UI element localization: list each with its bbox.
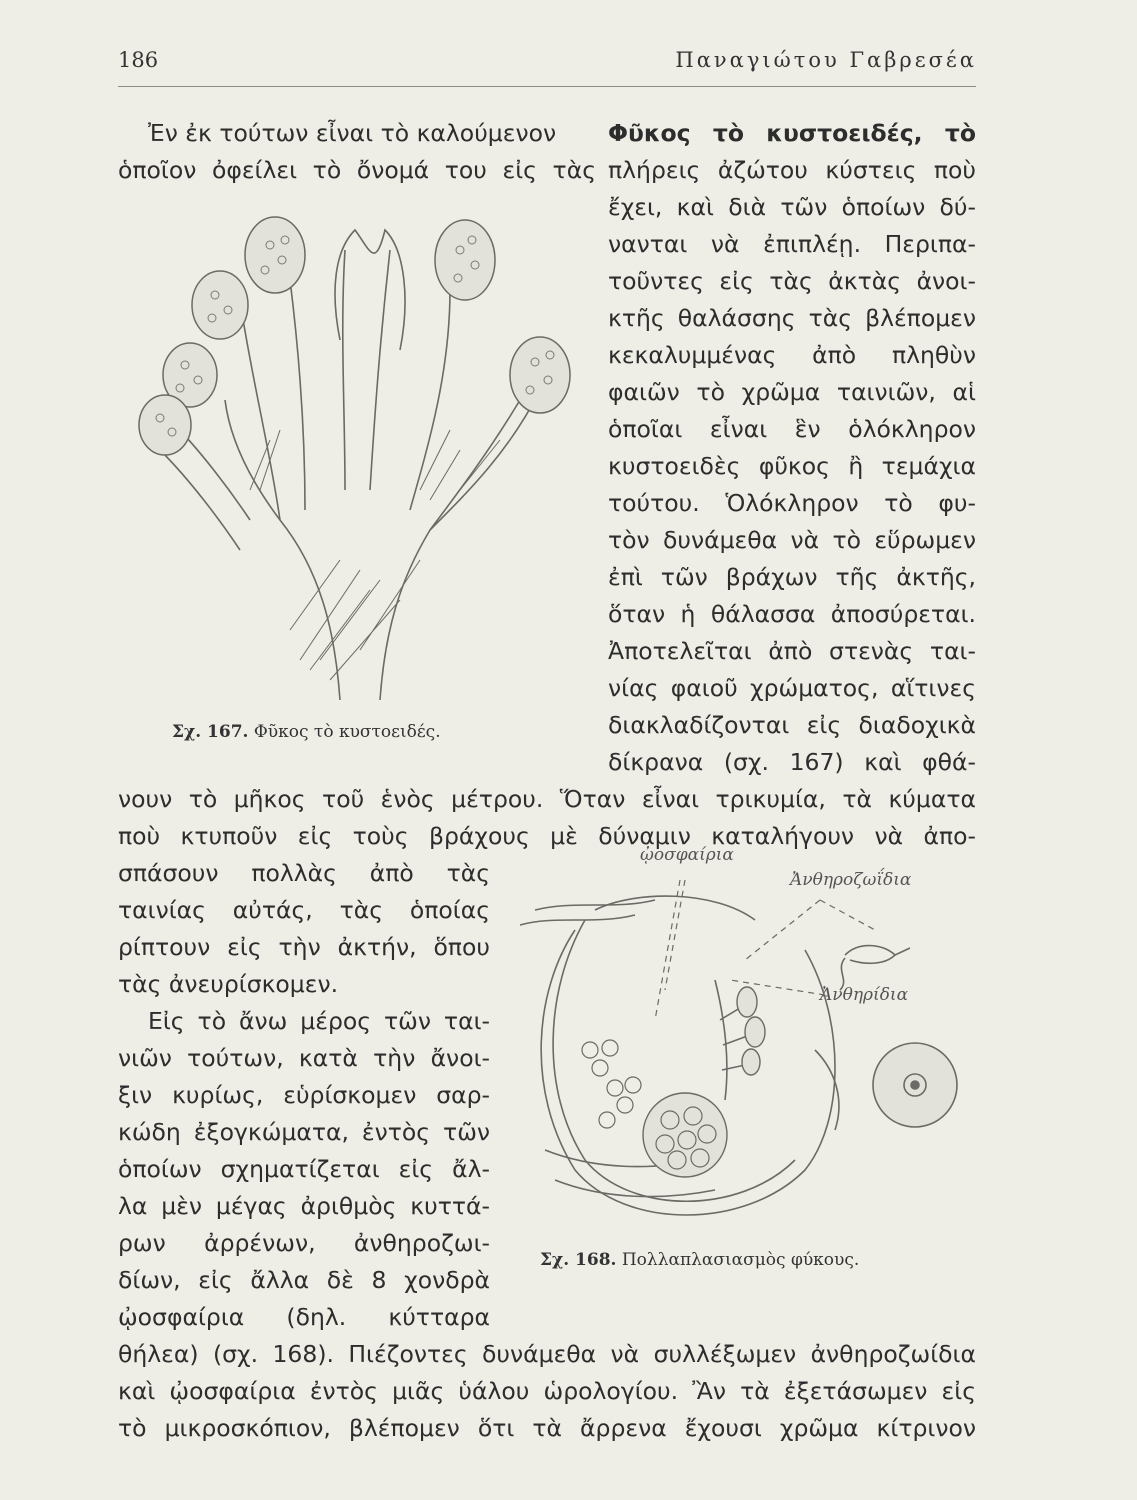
text-line: νιῶν τούτων, κατὰ τὴν ἄνοι-: [118, 1044, 490, 1072]
label-antherozoids: Ἀνθηροζωΐδια: [790, 870, 912, 890]
caption-text: Φῦκος τὸ κυστοειδές.: [253, 722, 441, 742]
text-line: ὁποῖον ὀφείλει τὸ ὄνομά του εἰς τὰς: [118, 156, 596, 184]
text-line: ὅταν ἡ θάλασσα ἀποσύρεται.: [608, 600, 976, 628]
text-line: ρίπτουν εἰς τὴν ἀκτήν, ὅπου: [118, 933, 490, 961]
text-line: ποὺ κτυποῦν εἰς τοὺς βράχους μὲ δύναμιν καταλήγουν νὰ ἀπο-: [118, 822, 976, 850]
text-line: ὁποῖαι εἶναι ἓν ὁλόκληρον: [608, 415, 976, 443]
text-line: νίας φαιοῦ χρώματος, αἵτινες: [608, 674, 976, 702]
text-line: τὰς ἀνευρίσκομεν.: [118, 970, 339, 998]
caption-text: Πολλαπλασιασμὸς φύκους.: [621, 1250, 860, 1270]
text-line: Ἐν ἐκ τούτων εἶναι τὸ καλούμενον: [148, 119, 557, 147]
text-line: διακλαδίζονται εἰς διαδοχικὰ: [608, 711, 976, 739]
text-line: νουν τὸ μῆκος τοῦ ἑνὸς μέτρου. Ὅταν εἶναι τρικυμία, τὰ κύματα: [118, 785, 976, 813]
label-antheridia: Ἀνθηρίδια: [820, 985, 909, 1005]
text-line: θήλεα) (σχ. 168). Πιέζοντες δυνάμεθα νὰ συλλέξωμεν ἀνθηροζωίδια: [118, 1340, 976, 1368]
text-line: τοῦντες εἰς τὰς ἀκτὰς ἀνοι-: [608, 267, 976, 295]
text-line: Εἰς τὸ ἄνω μέρος τῶν ται-: [148, 1007, 490, 1035]
label-oospheres: ᾠοσφαίρια: [640, 845, 734, 865]
text-line: νανται νὰ ἐπιπλέῃ. Περιπα-: [608, 230, 976, 258]
text-line: κυστοειδὲς φῦκος ἢ τεμάχια: [608, 452, 976, 480]
fucus-reproduction-illustration: [515, 870, 970, 1240]
text-line: δίκρανα (σχ. 167) καὶ φθά-: [608, 748, 976, 776]
species-name: Φῦκος τὸ κυστοειδές, τὸ: [608, 119, 976, 147]
text-line: Ἀποτελεῖται ἀπὸ στενὰς ται-: [608, 637, 976, 665]
text-line: ἐπὶ τῶν βράχων τῆς ἀκτῆς,: [608, 563, 976, 591]
text-line: φαιῶν τὸ χρῶμα ταινιῶν, αἱ: [608, 378, 976, 406]
text-line: σπάσουν πολλὰς ἀπὸ τὰς: [118, 859, 490, 887]
text-line: λα μὲν μέγας ἀριθμὸς κυττά-: [118, 1192, 490, 1220]
text-line: δίων, εἰς ἄλλα δὲ 8 χονδρὰ: [118, 1266, 490, 1294]
page-number: 186: [118, 48, 159, 72]
text-line: κτῆς θαλάσσης τὰς βλέπομεν: [608, 304, 976, 332]
text-line: πλήρεις ἀζώτου κύστεις ποὺ: [608, 156, 976, 184]
text-line: καὶ ᾠοσφαίρια ἐντὸς μιᾶς ὑάλου ὡρολογίου. Ἂν τὰ ἐξετάσωμεν εἰς: [118, 1377, 976, 1405]
figure-168-caption: [540, 1250, 859, 1270]
header-rule: [118, 86, 976, 87]
text-line: ὁποίων σχηματίζεται εἰς ἄλ-: [118, 1155, 490, 1183]
running-title: Παναγιώτου Γαβρεσέα: [675, 48, 977, 72]
text-line: τούτου. Ὁλόκληρον τὸ φυ-: [608, 489, 976, 517]
text-line: ᾠοσφαίρια (δηλ. κύτταρα: [118, 1303, 490, 1331]
caption-number: Σχ. 167.: [172, 722, 249, 742]
text-line: ταινίας αὐτάς, τὰς ὁποίας: [118, 896, 490, 924]
bladder-wrack-illustration: [130, 190, 590, 710]
text-line: τὸ μικροσκόπιον, βλέπομεν ὅτι τὰ ἄρρενα ἔχουσι χρῶμα κίτρινον: [118, 1414, 976, 1442]
figure-167-caption: [172, 722, 441, 742]
text-line: ξιν κυρίως, εὑρίσκομεν σαρ-: [118, 1081, 490, 1109]
text-line: ρων ἀρρένων, ἀνθηροζωι-: [118, 1229, 490, 1257]
text-line: κώδη ἐξογκώματα, ἐντὸς τῶν: [118, 1118, 490, 1146]
caption-number: Σχ. 168.: [540, 1250, 617, 1270]
text-line: κεκαλυμμένας ἀπὸ πληθὺν: [608, 341, 976, 369]
text-line: τὸν δυνάμεθα νὰ τὸ εὕρωμεν: [608, 526, 976, 554]
text-line: ἔχει, καὶ διὰ τῶν ὁποίων δύ-: [608, 193, 976, 221]
